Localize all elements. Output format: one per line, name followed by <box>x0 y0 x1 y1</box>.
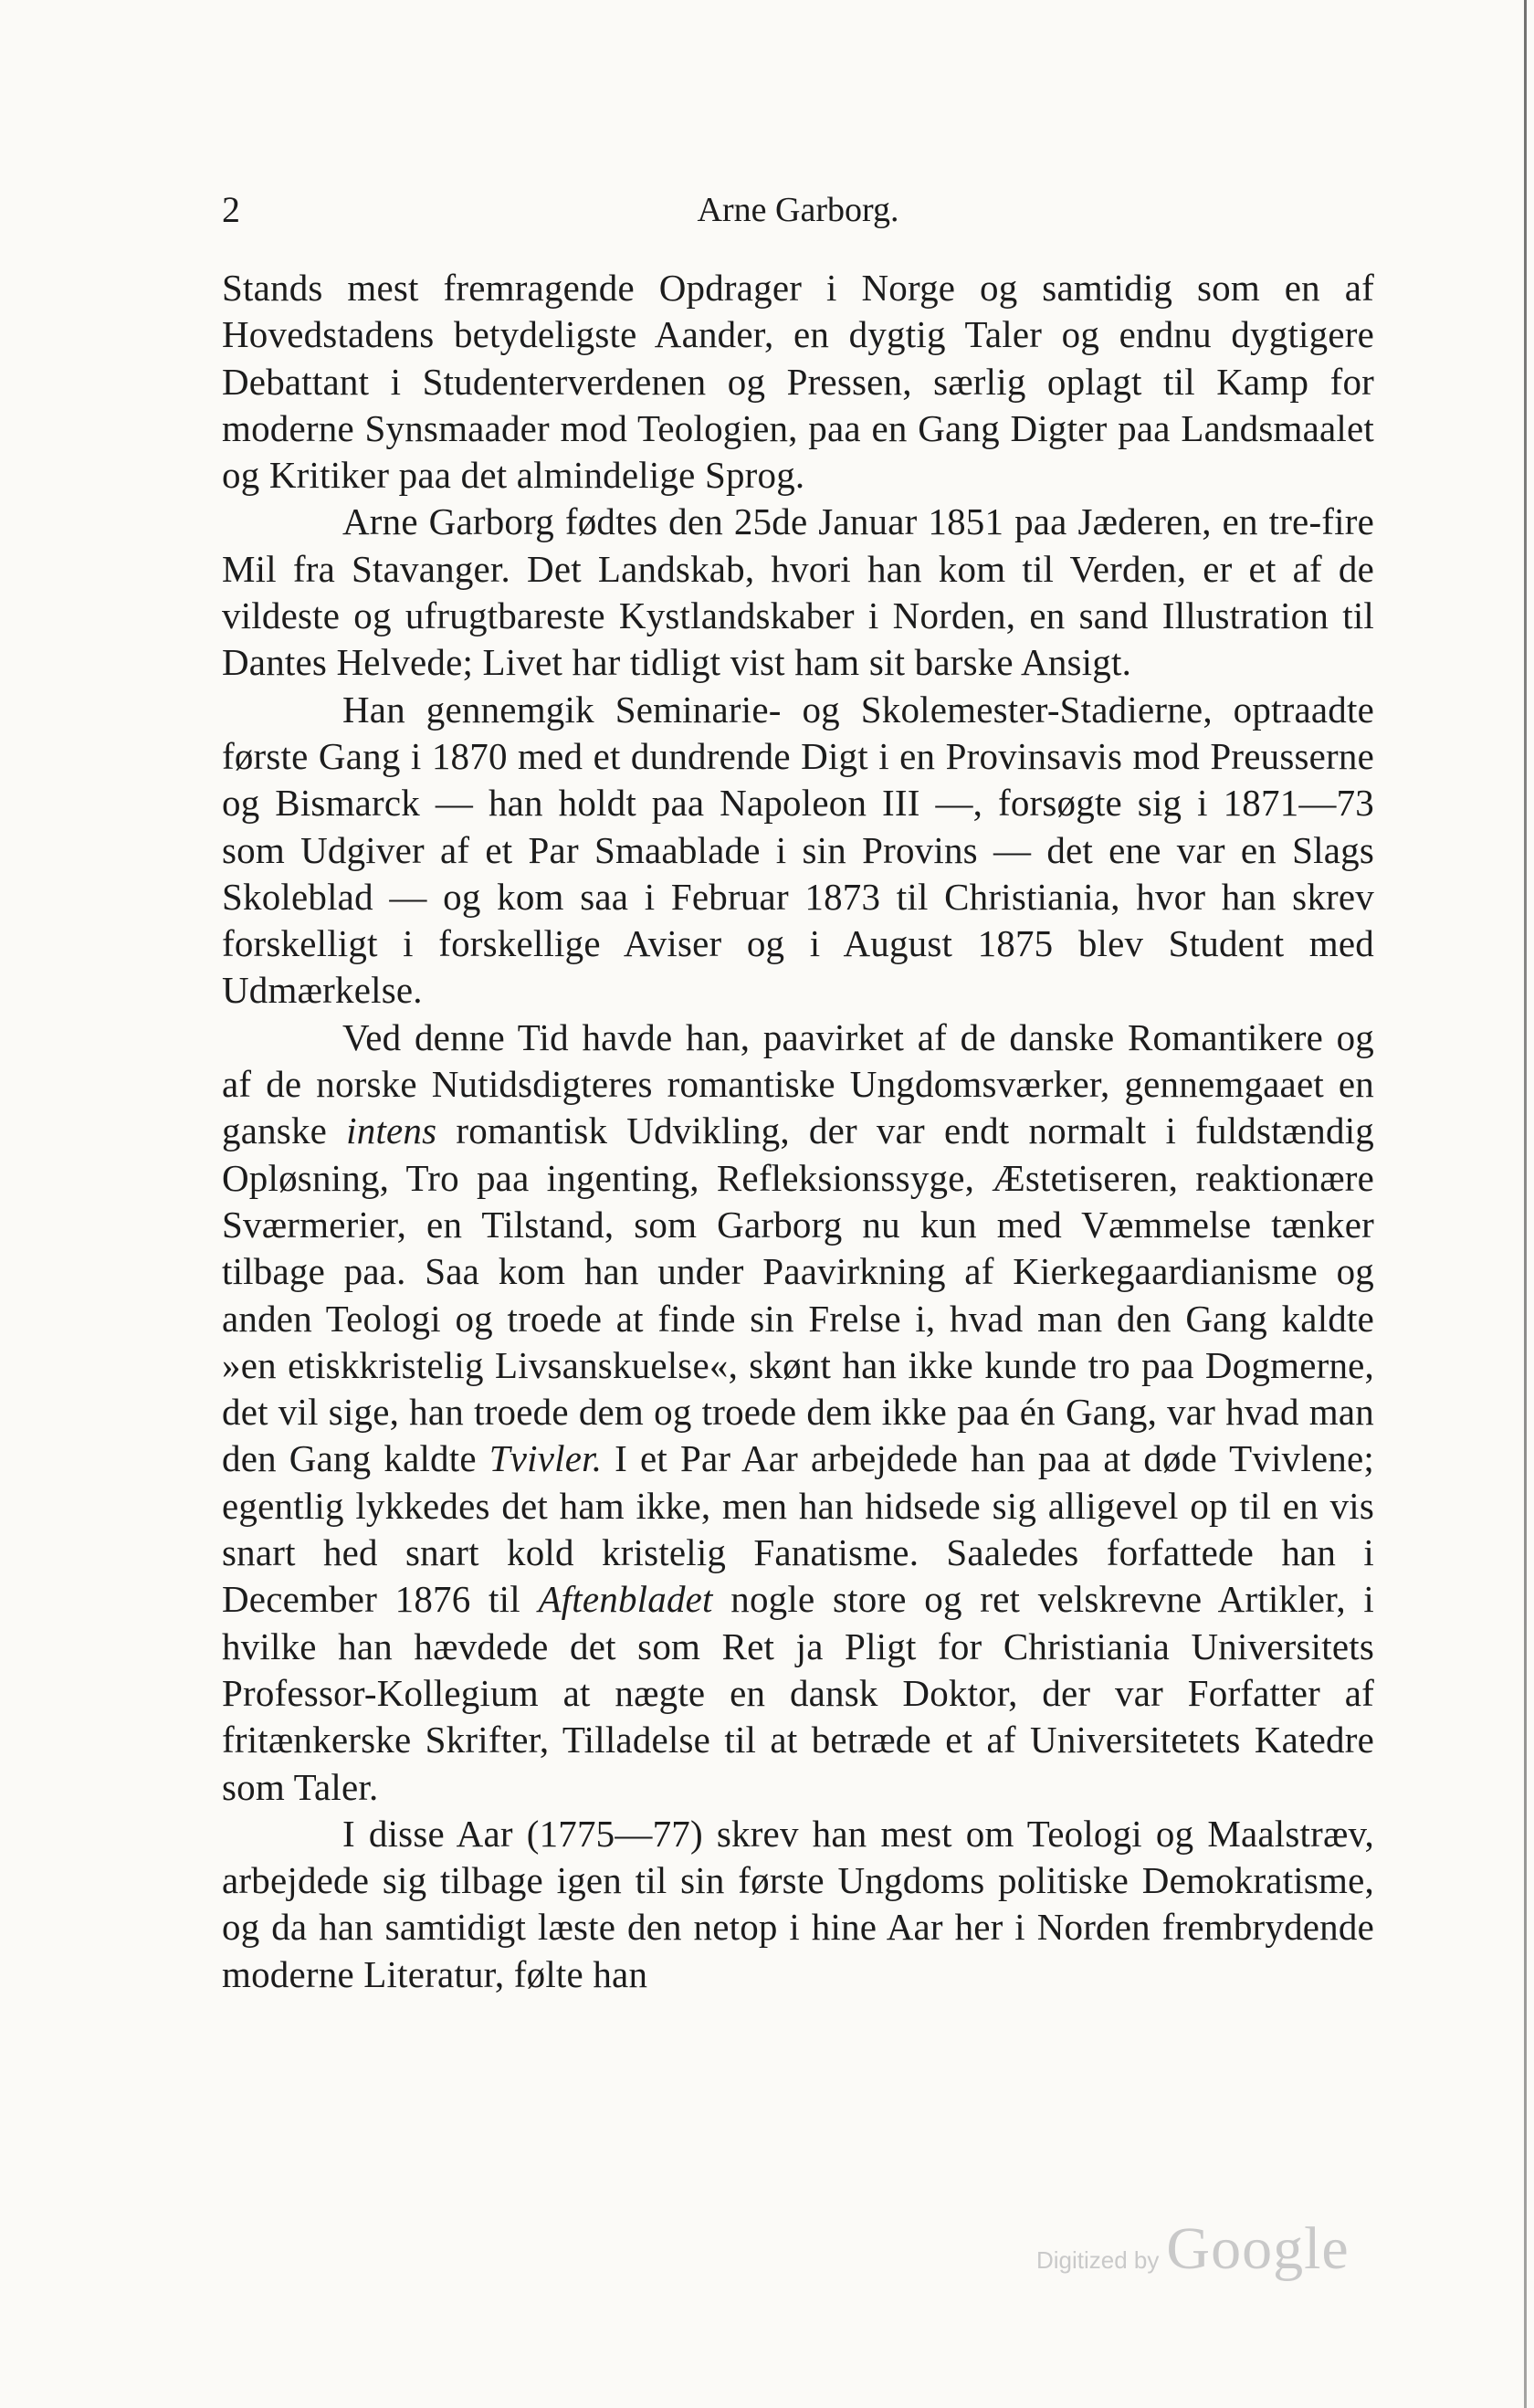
text-segment: nogle store og ret velskrevne Artikler, i hvilke han hævdede det som Ret ja Pligt for Christiania Universitets Professor-Kollegium at nægte en dansk Doktor, der var Forfatter af fritænkerske Skrifter, Tilladelse til at betræde et af Universitetets Katedre som Taler. <box>222 1578 1375 1808</box>
text-segment: Arne Garborg fødtes den 25de Januar 1851 paa Jæderen, en tre-fire Mil fra Stavanger. Det Landskab, hvori han kom til Verden, er et af de vildeste og ufrugtbareste Kystlandskaber i Norden, en sand Illustration til Dantes Helvede; Livet har tidligt vist ham sit barske Ansigt. <box>222 500 1374 684</box>
paragraph <box>222 1811 1374 1998</box>
italic-text: intens <box>346 1109 437 1152</box>
digitized-by-watermark <box>1036 2214 1350 2287</box>
text-segment: Han gennemgik Seminarie- og Skolemester-Stadierne, optraadte første Gang i 1870 med et dundrende Digt i en Provinsavis mod Preusserne og Bismarck — han holdt paa Napoleon III —, forsøgte sig i 1871—73 som Udgiver af et Par Smaablade i sin Provins — det ene var en Slags Skoleblad — og kom saa i Februar 1873 til Christiania, hvor han skrev forskelligt i forskellige Aviser og i August 1875 blev Student med Udmærkelse. <box>222 688 1374 1012</box>
italic-text: Aftenbladet <box>538 1578 713 1621</box>
paragraph <box>222 265 1374 499</box>
text-segment: I et Par Aar arbejdede han paa at døde Tvivlene; egentlig lykkedes det ham ikke, men han hidsede sig alligevel op til en vis snart hed snart kold kristelig Fanatisme. Saaledes forfattede han i December 1876 til <box>222 1437 1374 1621</box>
italic-text: Tvivler. <box>489 1437 603 1480</box>
text-segment: Ved denne Tid havde han, paavirket af de danske Romantikere og af de norske Nutidsdigteres romantiske Ungdomsværker, gennemgaaet en ganske <box>222 1015 1374 1152</box>
paragraph <box>222 687 1374 1015</box>
text-segment: I disse Aar (1775—77) skrev han mest om Teologi og Maalstræv, arbejdede sig tilbage igen til sin første Ungdoms politiske Demokratisme, og da han samtidigt læste den netop i hine Aar her i Norden frembrydende moderne Literatur, følte han <box>222 1812 1374 1995</box>
text-segment: romantisk Udvikling, der var endt normalt i fuldstændig Opløsning, Tro paa ingenting, Refleksionssyge, Æstetiseren, reaktionære Sværmerier, en Tilstand, som Garborg nu kun med Væmmelse tænker tilbage paa. Saa kom han under Paavirkning af Kierkegaardianisme og anden Teologi og troede at finde sin Frelse i, hvad man den Gang kaldte »en etiskkristelig Livsanskuelse«, skønt han ikke kunde tro paa Dogmerne, det vil sige, han troede dem og troede dem ikke paa én Gang, var hvad man den Gang kaldte <box>222 1109 1374 1480</box>
google-logo: Google <box>1166 2215 1350 2282</box>
running-title: Arne Garborg. <box>697 191 899 229</box>
page-edge-shadow <box>1524 0 1527 2408</box>
body-text <box>222 265 1374 1998</box>
page-number: 2 <box>222 189 240 230</box>
watermark-prefix: Digitized by <box>1036 2246 1160 2274</box>
paragraph <box>222 499 1374 686</box>
paragraph <box>222 1015 1374 1811</box>
text-segment: Stands mest fremragende Opdrager i Norge og samtidig som en af Hovedstadens betydeligste Aander, en dygtig Taler og endnu dygtigere Debattant i Studenterverdenen og Pressen, særlig oplagt til Kamp for moderne Synsmaader mod Teologien, paa en Gang Digter paa Landsmaalet og Kritiker paa det almindelige Sprog. <box>222 267 1374 497</box>
running-head <box>222 183 1374 237</box>
